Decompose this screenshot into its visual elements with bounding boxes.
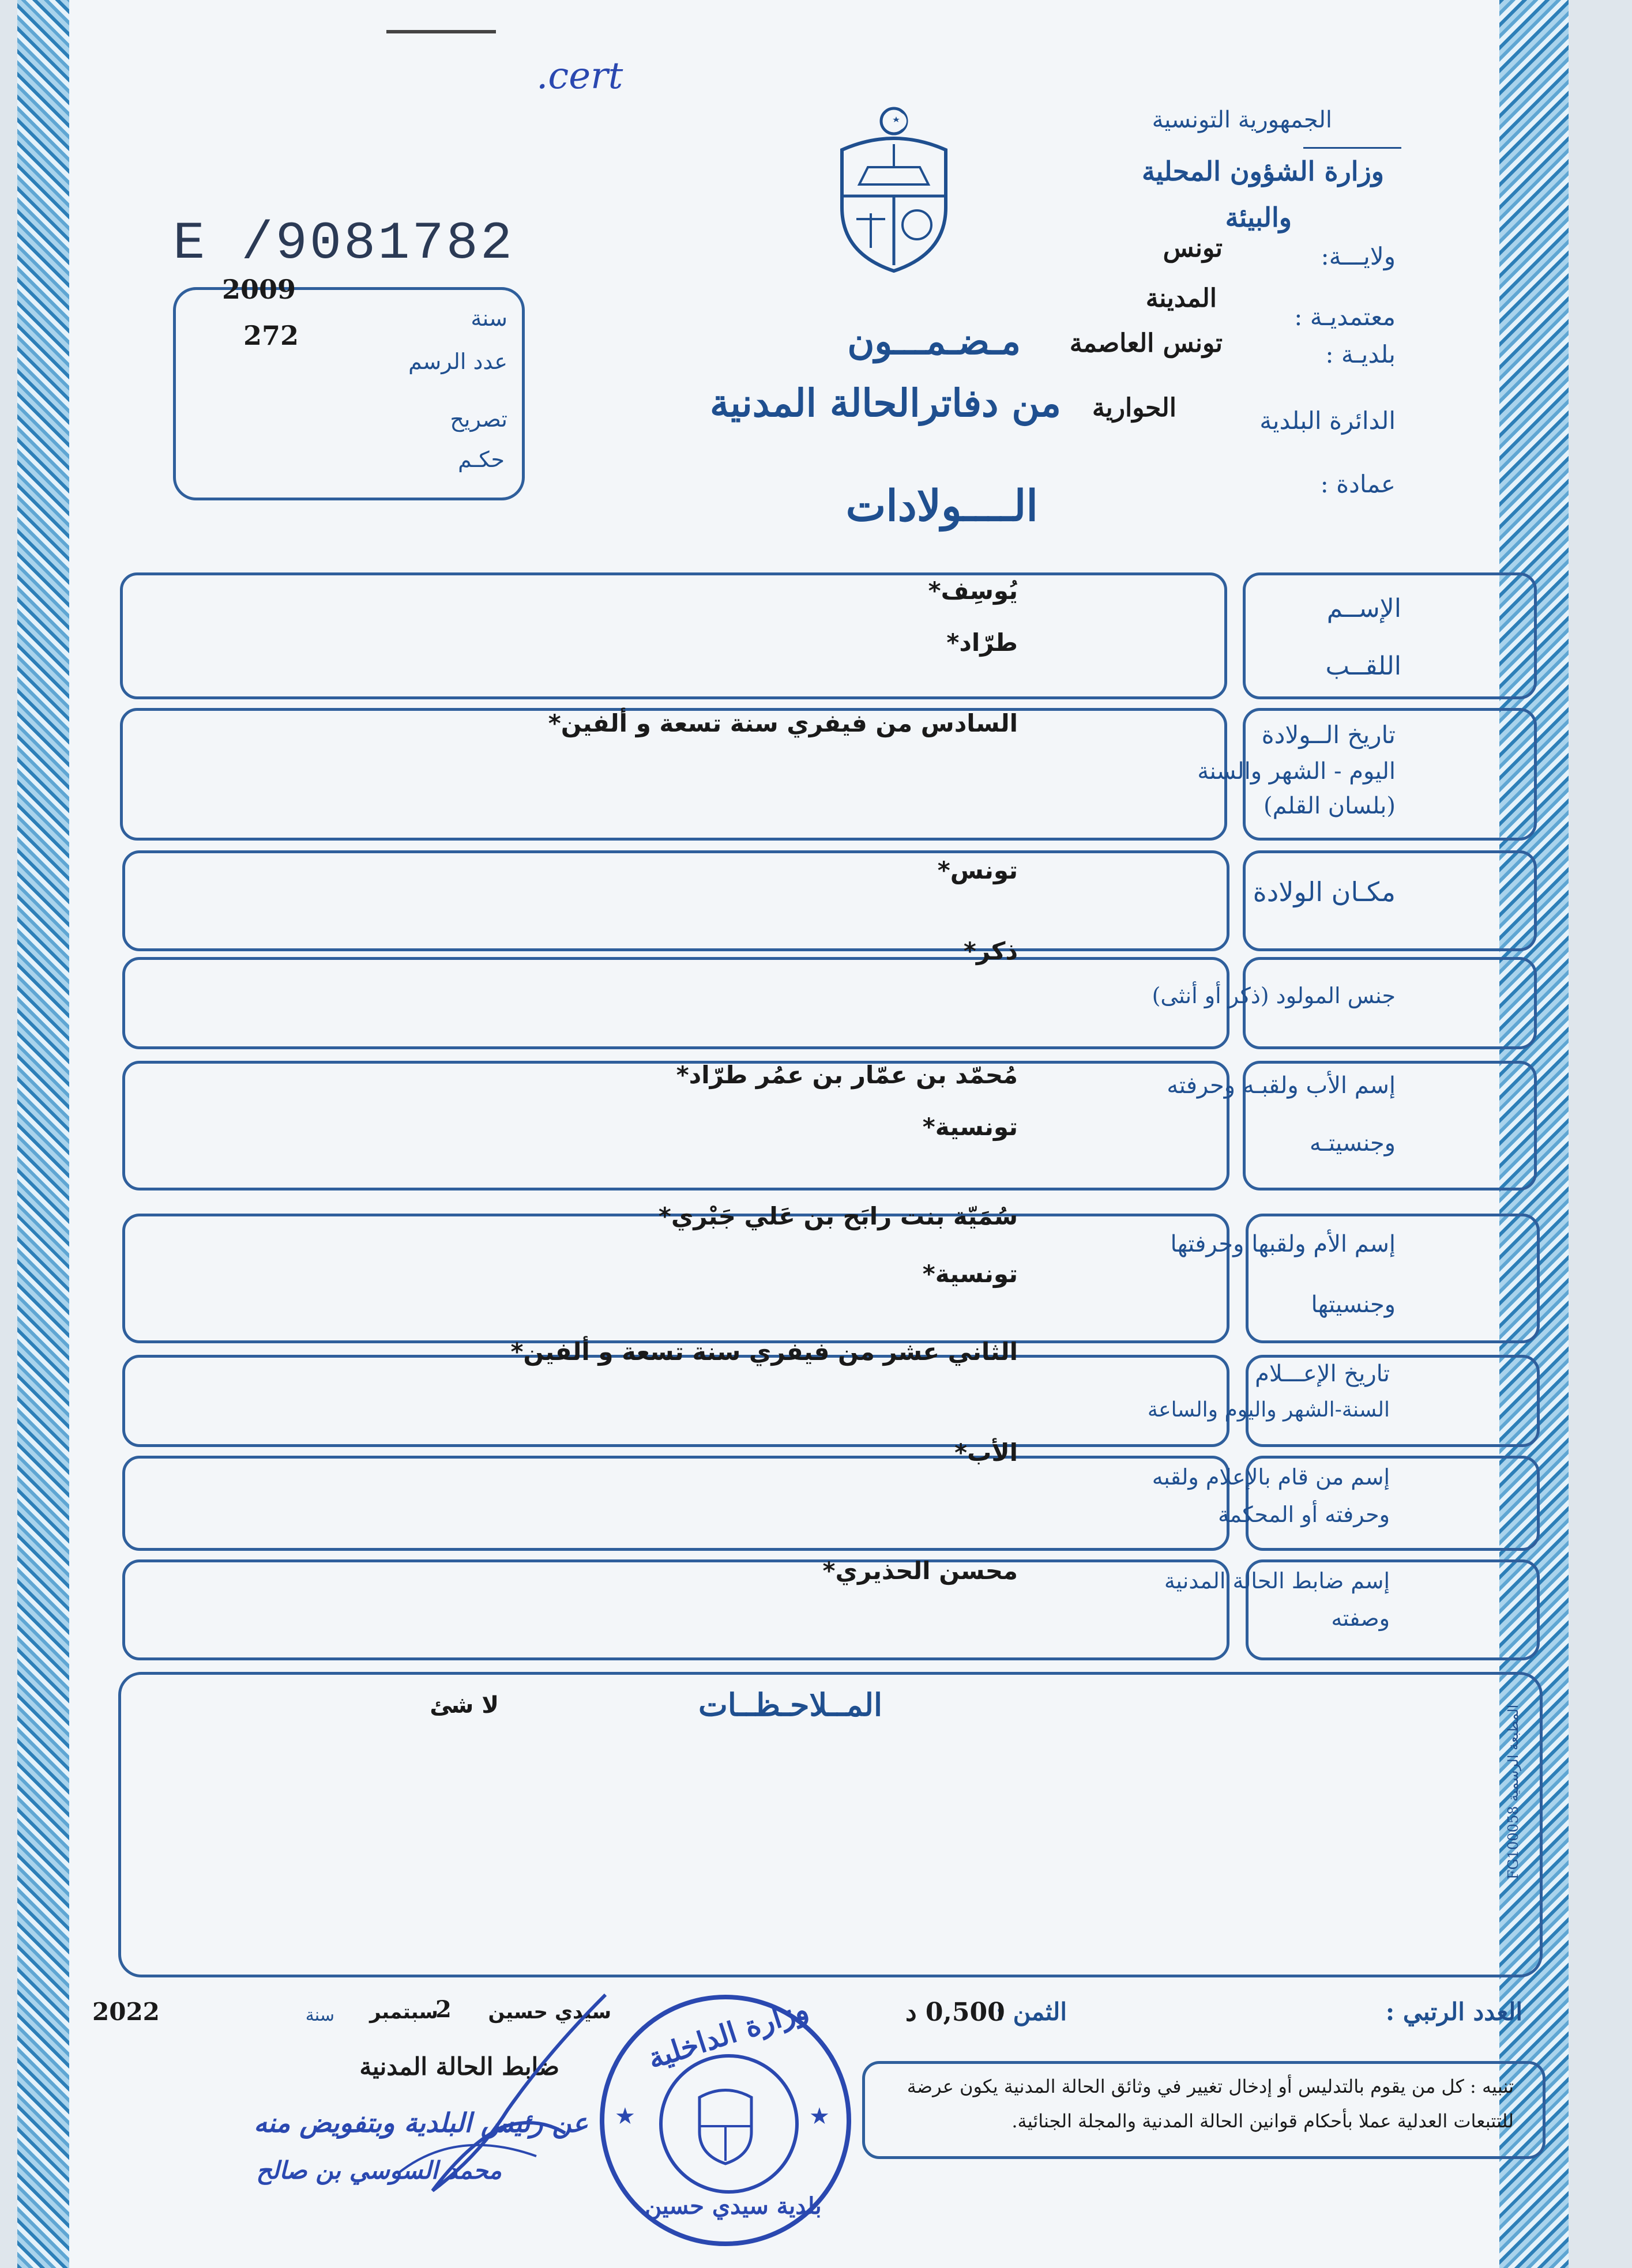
top-line-mark	[386, 30, 496, 33]
day-value: 2	[435, 1996, 452, 2023]
motamadiya-label: معتمديـة :	[1294, 303, 1396, 331]
handwritten-mark: .cert	[536, 55, 623, 97]
daira-label: الدائرة البلدية	[1259, 406, 1396, 435]
registry-declaration-label: تصريح	[450, 406, 507, 432]
declarant-label-1: إسم من قام بالإعلام ولقبه	[1152, 1464, 1390, 1490]
baladiya-label: بلديـة :	[1325, 340, 1396, 368]
omada-label: عمادة :	[1320, 470, 1396, 498]
notice-line-1: تنبيه : كل من يقوم بالتدليس أو إدخال تغيير في وثائق الحالة المدنية يكون عرضة	[907, 2075, 1514, 2097]
baladiya-value: تونس العاصمة	[1069, 329, 1223, 358]
handwritten-signature	[363, 1983, 617, 2202]
registry-act-number-label: عدد الرسم	[408, 349, 507, 374]
value-box-birth-place	[122, 850, 1229, 951]
value-box-declaration-date	[122, 1355, 1229, 1447]
certificate-paper	[17, 0, 1569, 2268]
year-value: 2022	[92, 1998, 160, 2026]
price-label: الثمن :	[995, 1998, 1067, 2026]
declarant-value: الأب*	[954, 1438, 1018, 1467]
birth-place-value: تونس*	[937, 856, 1018, 884]
value-box-officer	[122, 1559, 1229, 1660]
mother-nationality-value: تونسية*	[922, 1260, 1018, 1288]
month-value: سبتمبر	[369, 2000, 438, 2024]
notice-line-2: للتتبعات العدلية عملا بأحكام قوانين الحالة المدنية والمجلة الجنائية.	[1011, 2110, 1514, 2132]
declarant-label-2: وحرفته أو المحكمة	[1218, 1502, 1390, 1527]
ministry-name-line1: وزارة الشؤون المحلية	[1142, 156, 1384, 187]
father-label-1: إسم الأب ولقبـه وحرفته	[1167, 1072, 1396, 1099]
registry-year-label: سنة	[471, 306, 507, 331]
serial-number-label: العدد الرتبي :	[1385, 1998, 1522, 2026]
last-name-value: طرّاد*	[946, 628, 1018, 657]
mother-name-value: سُمَيّة بنت رابَح بن عَلي جَبْري*	[658, 1202, 1018, 1230]
birth-date-label-2: اليوم - الشهر والسنة	[1197, 758, 1396, 785]
sex-value: ذكر*	[963, 937, 1018, 965]
wilaya-label: ولايـــة:	[1321, 242, 1396, 270]
stamp-star-left-icon: ★	[615, 2103, 635, 2130]
motamadiya-value: المدينة	[1145, 284, 1217, 313]
value-box-mother	[122, 1214, 1229, 1343]
declaration-date-value: الثاني عشر من فيفري سنة تسعة و ألفين*	[510, 1338, 1018, 1366]
year-label: سنة	[305, 2005, 334, 2025]
coat-of-arms-icon	[825, 104, 963, 277]
side-print: المطبعة الرسمية FG100058	[1505, 1704, 1521, 1879]
declaration-date-label-1: تاريخ الإعـــلام	[1255, 1361, 1390, 1387]
remarks-label: المــلاحـظــات	[698, 1686, 882, 1723]
price-value: 0,500 د	[905, 1998, 1005, 2027]
daira-value: الحوارية	[1092, 393, 1176, 423]
mother-label-1: إسم الأم ولقبها وحرفتها	[1170, 1231, 1396, 1257]
place-value: سيدي حسين	[488, 2000, 611, 2024]
father-label-2: وجنسيتـه	[1309, 1130, 1396, 1156]
remarks-value: لا شئ	[430, 1692, 499, 1719]
sex-label: جنس المولود (ذكر أو أنثى)	[1152, 983, 1396, 1008]
stamp-emblem-icon	[691, 2080, 760, 2167]
serial-number	[173, 213, 514, 274]
section-title: الــــولادات	[845, 481, 1038, 531]
signature-line-2: محمد السوسي بن صالح	[256, 2156, 502, 2184]
value-box-sex	[122, 957, 1229, 1049]
last-name-label: اللقــب	[1325, 651, 1401, 681]
official-stamp	[600, 1991, 851, 2246]
birth-date-label-1: تاريخ الــولادة	[1261, 721, 1396, 749]
registry-judgment-label: حكـم	[458, 447, 505, 472]
title-line2: من دفاترالحالة المدنية	[710, 380, 1061, 425]
ministry-name-line2: والبيئة	[1225, 202, 1292, 233]
stamp-text: وزارة الداخلية	[643, 1991, 813, 2076]
title-line1: مـضـمـــون	[847, 320, 1021, 363]
serial-value: 9081782	[275, 213, 515, 274]
republic-name: الجمهورية التونسية	[1152, 107, 1332, 133]
officer-label-2: وصفته	[1331, 1606, 1390, 1631]
birth-place-label: مكـان الولادة	[1253, 876, 1396, 907]
declaration-date-label-2: السنة-الشهر واليوم والساعة	[1147, 1398, 1390, 1422]
wilaya-value: تونس	[1163, 233, 1223, 263]
registry-year-value: 2009	[222, 274, 296, 305]
header-divider	[1303, 147, 1401, 149]
value-box-names	[120, 572, 1227, 699]
father-name-value: مُحمّد بن عمّار بن عمُر طرّاد*	[676, 1061, 1018, 1089]
first-name-value: يُوسِف*	[928, 577, 1018, 605]
value-box-declarant	[122, 1456, 1229, 1551]
first-name-label: الإســم	[1326, 594, 1401, 623]
mother-label-2: وجنسيتها	[1311, 1291, 1396, 1318]
officer-title: ضابط الحالة المدنية	[359, 2052, 559, 2081]
stamp-star-right-icon: ★	[809, 2103, 830, 2130]
left-guilloche-border	[17, 0, 69, 2268]
registry-act-number-value: 272	[243, 320, 299, 351]
serial-prefix: E /	[173, 213, 276, 274]
birth-date-value: السادس من فيفري سنة تسعة و ألفين*	[548, 709, 1018, 737]
officer-label-1: إسم ضابط الحالة المدنية	[1164, 1568, 1390, 1593]
stamp-bottom-text: بلدية سيدي حسين	[645, 2192, 822, 2220]
father-nationality-value: تونسية*	[922, 1113, 1018, 1141]
signature-line-1: عن رئيس البلدية وبتفويض منه	[254, 2107, 588, 2138]
birth-date-label-3: (بلسان القلم)	[1264, 793, 1396, 819]
officer-value: محسن الحذيري*	[822, 1557, 1018, 1585]
